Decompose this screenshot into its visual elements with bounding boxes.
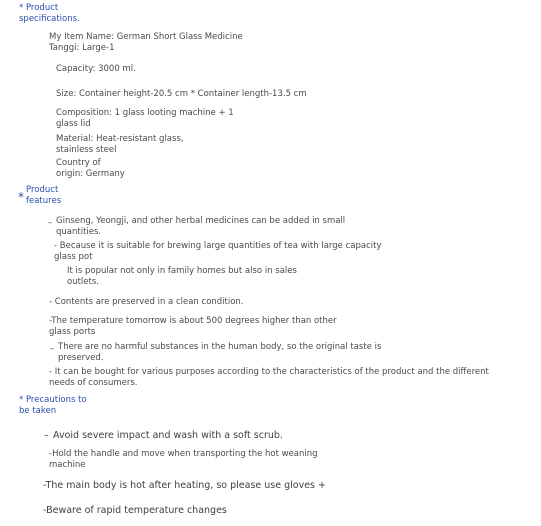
feature-item-4: - Contents are preserved in a clean condition.	[49, 297, 244, 307]
feature-item-2: - Because it is suitable for brewing large quantities of tea with large capacity glass pot	[54, 241, 382, 262]
composition-text: Composition: 1 glass looting machine + 1 glass lid	[56, 108, 234, 129]
features-star-icon: *	[18, 190, 24, 204]
feature-item-1-dash: –	[48, 218, 53, 228]
feature-item-5: -The temperature tomorrow is about 500 degrees higher than other glass ports	[49, 316, 337, 337]
specifications-heading: * Product specifications.	[19, 3, 80, 24]
precaution-item-1: Avoid severe impact and wash with a soft scrub.	[53, 430, 283, 441]
material-text: Material: Heat-resistant glass, stainless steel	[56, 134, 184, 155]
precaution-item-1-dash: –	[44, 430, 49, 441]
feature-item-7: - It can be bought for various purposes according to the characteristics of the product and the different needs of consumers.	[49, 367, 489, 388]
precaution-item-4: -Beware of rapid temperature changes	[43, 505, 227, 516]
features-heading: Product features	[26, 185, 62, 206]
size-text: Size: Container height-20.5 cm * Container length-13.5 cm	[56, 89, 307, 99]
capacity-text: Capacity: 3000 ml.	[56, 64, 136, 74]
origin-text: Country of origin: Germany	[56, 158, 125, 179]
feature-item-3: It is popular not only in family homes but also in sales outlets.	[67, 266, 297, 287]
feature-item-6-dash: –	[50, 344, 55, 354]
feature-item-6: There are no harmful substances in the human body, so the original taste is preserved.	[58, 342, 382, 363]
precaution-item-3: -The main body is hot after heating, so please use gloves +	[43, 480, 326, 491]
precaution-item-2: -Hold the handle and move when transporting the hot weaning machine	[49, 449, 318, 470]
precautions-heading: * Precautions to be taken	[19, 395, 87, 416]
feature-item-1: Ginseng, Yeongji, and other herbal medicines can be added in small quantities.	[56, 216, 346, 237]
item-name-text: My Item Name: German Short Glass Medicine Tanggi: Large-1	[49, 32, 243, 53]
